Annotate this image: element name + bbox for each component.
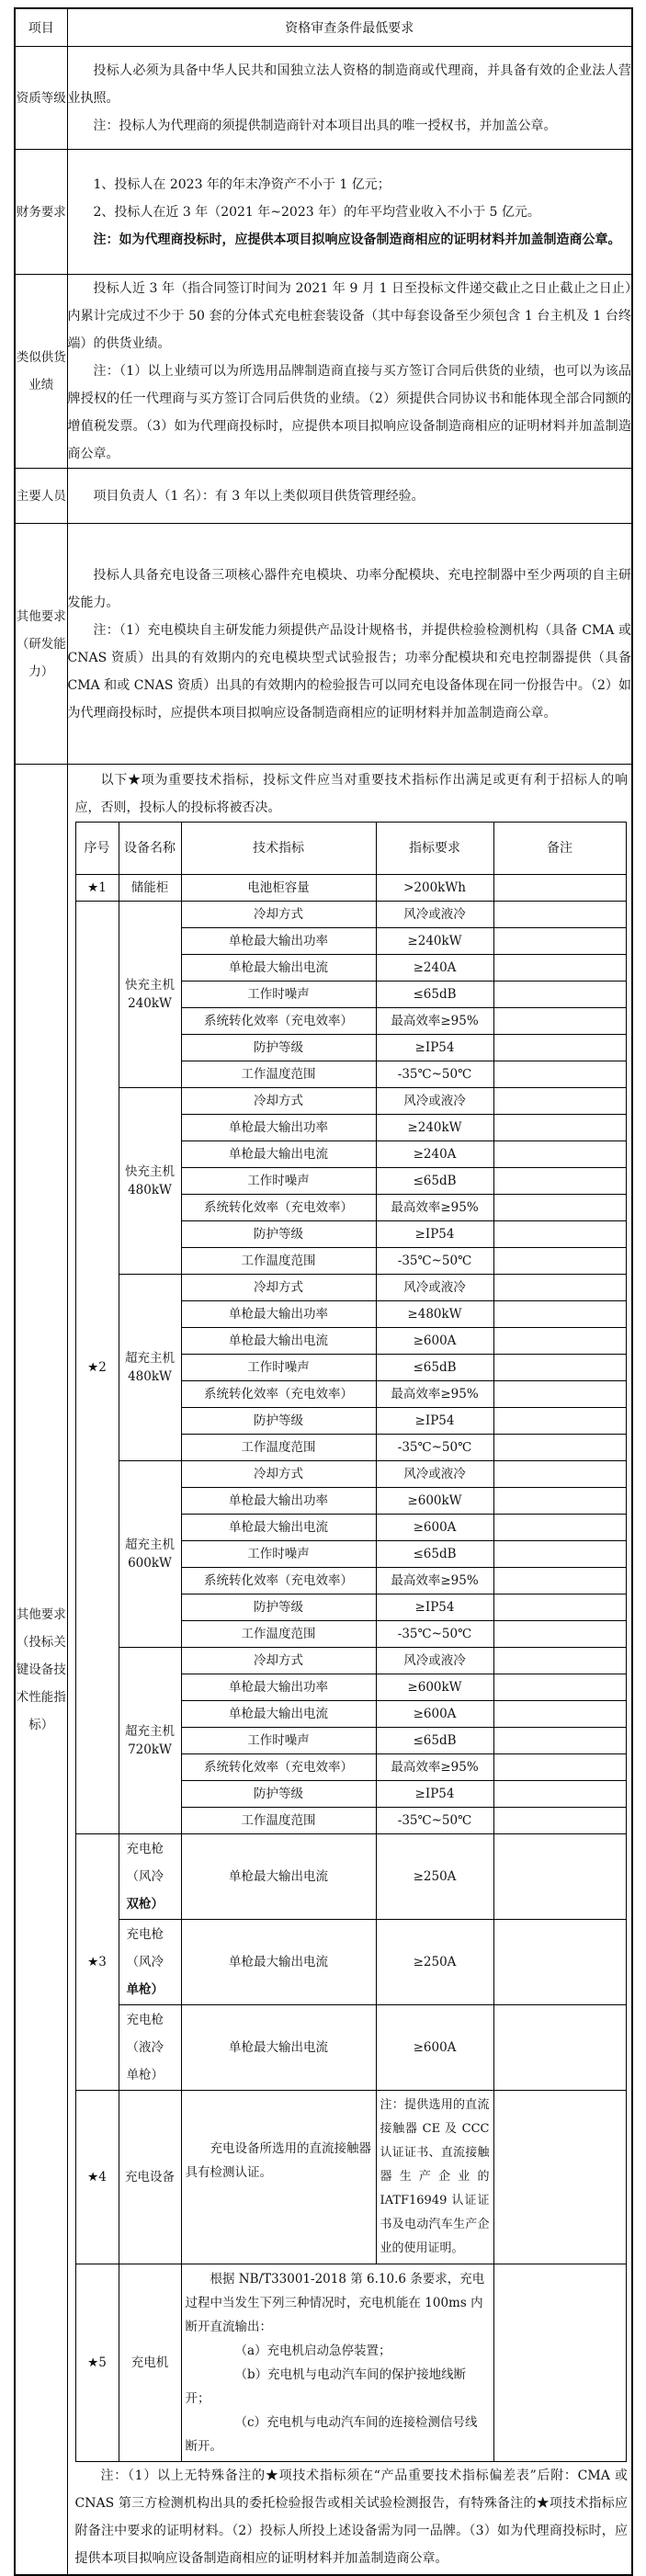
- item-note: [493, 1381, 626, 1408]
- item-metric: 工作温度范围: [181, 1621, 376, 1648]
- item-note: [493, 955, 626, 982]
- tech-table-header: [75, 823, 626, 875]
- item-metric: 系统转化效率（充电效率）: [181, 1008, 376, 1035]
- item-note: [493, 1648, 626, 1674]
- item-req: 风冷或液冷: [376, 902, 493, 928]
- item-metric: 系统转化效率（充电效率）: [181, 1195, 376, 1221]
- table-row: [75, 1088, 626, 1115]
- item-metric: 防护等级: [181, 1035, 376, 1061]
- item-metric: 单枪最大输出功率: [181, 1488, 376, 1515]
- item-note: [493, 1461, 626, 1488]
- item-metric: 防护等级: [181, 1594, 376, 1621]
- row-finance: [15, 150, 632, 275]
- item-req: ≥240A: [376, 1141, 493, 1168]
- item-metric: 单枪最大输出电流: [181, 1920, 376, 2005]
- item-note: [493, 1195, 626, 1221]
- item-note: [493, 1728, 626, 1754]
- item-note: [493, 1168, 626, 1195]
- item-note: [493, 1355, 626, 1381]
- tech-footnote: 注：（1）以上无特殊备注的★项技术指标须在“产品重要技术指标偏差表”后附：CMA 或 CNAS 第三方检测机构出具的委托检验报告或相关试验检测报告，有特殊备注的★项技术指标应附备注中要求的证明材料。（2）投标人所投上述设备需为同一品牌。（3）如为代理商投标时，应提供本项目拟响应设备制造商相应的证明材料并加盖制造商公章。: [74, 2468, 628, 2566]
- personnel-text: 项目负责人（1 名）：有 3 年以上类似项目供货管理经验。: [93, 488, 425, 504]
- item-note: [493, 1221, 626, 1248]
- item-metric: 工作温度范围: [181, 1061, 376, 1088]
- row-performance: [15, 275, 632, 469]
- item-req: 风冷或液冷: [376, 1648, 493, 1674]
- item-metric: 工作温度范围: [181, 1808, 376, 1834]
- item-req: ≥IP54: [376, 1221, 493, 1248]
- item-note: [493, 1435, 626, 1461]
- item-req: ≥IP54: [376, 1781, 493, 1808]
- item-metric: 单枪最大输出功率: [181, 1301, 376, 1328]
- item2-group: [75, 902, 626, 1834]
- item-note: [493, 1408, 626, 1435]
- table-row: [75, 2091, 626, 2264]
- item-device: [119, 1920, 181, 2005]
- item-metric: 系统转化效率（充电效率）: [181, 1568, 376, 1594]
- finance-item-1: 1、投标人在 2023 年的年末净资产不小于 1 亿元；: [93, 176, 391, 192]
- item-note: [493, 1328, 626, 1355]
- qualification-requirements-table: [14, 7, 633, 2576]
- item-metric: 防护等级: [181, 1781, 376, 1808]
- item-metric: 冷却方式: [181, 1648, 376, 1674]
- item-note: [493, 1088, 626, 1115]
- th-no: 序号: [75, 823, 119, 875]
- item-device: 快充主机480kW: [119, 1088, 181, 1275]
- item-req: 最高效率≥95%: [376, 1754, 493, 1781]
- item5-para-2: （b）充电机与电动汽车间的保护接地线断开；: [185, 2367, 467, 2406]
- item-note: [493, 902, 626, 928]
- item-note: [493, 982, 626, 1008]
- item-metric: 工作温度范围: [181, 1435, 376, 1461]
- item-metric: 冷却方式: [181, 1275, 376, 1301]
- item-note: [493, 1594, 626, 1621]
- item-device: [119, 2005, 181, 2091]
- item-note: 注：提供选用的直流接触器 CE 及 CCC 认证证书、直流接触器生产企业的 IATF16949 认证证书及电动汽车生产企业的使用证明。: [376, 2091, 493, 2264]
- item-req: ≥240A: [376, 955, 493, 982]
- table-row: [75, 902, 626, 928]
- item-metric: 单枪最大输出电流: [181, 2005, 376, 2091]
- item-req: 最高效率≥95%: [376, 1195, 493, 1221]
- item3-group: [75, 1834, 626, 2091]
- device-name-b: 单枪）: [126, 1982, 164, 1997]
- th-device: 设备名称: [119, 823, 181, 875]
- th-note: 备注: [493, 823, 626, 875]
- item-metric: 电池柜容量: [181, 875, 376, 902]
- item-note: [493, 1008, 626, 1035]
- table-row: [75, 1648, 626, 1674]
- header-item: 项目: [15, 8, 67, 47]
- item-metric: 工作时噪声: [181, 1541, 376, 1568]
- item-metric: 系统转化效率（充电效率）: [181, 1754, 376, 1781]
- label-rnd: 其他要求（研发能力）: [15, 524, 67, 765]
- item5-para-0: 根据 NB/T33001-2018 第 6.10.6 条要求，充电过程中当发生下列三种情况时，充电机能在 100ms 内断开直流输出：: [185, 2272, 485, 2334]
- item-metric: 单枪最大输出功率: [181, 1115, 376, 1141]
- item-req: ≤65dB: [376, 1728, 493, 1754]
- item-metric: [181, 2264, 493, 2462]
- item-metric: 单枪最大输出电流: [181, 1141, 376, 1168]
- item-no: ★5: [75, 2264, 119, 2462]
- item-note: [493, 1701, 626, 1728]
- item-metric: 系统转化效率（充电效率）: [181, 1381, 376, 1408]
- qualification-text: 投标人必须为具备中华人民共和国独立法人资格的制造商或代理商，并具备有效的企业法人营业执照。: [67, 62, 631, 106]
- finance-item-2: 2、投标人在近 3 年（2021 年~2023 年）的年平均营业收入不小于 5 亿元。: [93, 204, 540, 220]
- item-req: ≥IP54: [376, 1035, 493, 1061]
- item-req: ≥250A: [376, 1920, 493, 2005]
- device-name-a: 充电枪（风冷: [126, 1927, 164, 1969]
- performance-text: 投标人近 3 年（指合同签订时间为 2021 年 9 月 1 日至投标文件递交截止之日止截止之日止）内累计完成过不少于 50 套的分体式充电桩套装设备（其中每套设备至少须包含 1 台主机及 1 台终端）的供货业绩。: [67, 281, 631, 351]
- item-no: ★2: [75, 902, 119, 1834]
- item-note: [493, 1035, 626, 1061]
- item-note: [493, 1061, 626, 1088]
- item-note: [493, 1248, 626, 1275]
- item-req: -35℃~50℃: [376, 1808, 493, 1834]
- item-req: 最高效率≥95%: [376, 1381, 493, 1408]
- item-req: ≥IP54: [376, 1594, 493, 1621]
- item-metric: 单枪最大输出电流: [181, 1328, 376, 1355]
- item-device: 超充主机480kW: [119, 1275, 181, 1461]
- item-metric: 单枪最大输出电流: [181, 1834, 376, 1920]
- rnd-note: 注：（1）充电模块自主研发能力须提供产品设计规格书，并提供检验检测机构（具备 CMA 或 CNAS 资质）出具的有效期内的充电模块型式试验报告；功率分配模块和充电控制器提供（具备 CMA 和或 CNAS 资质）出具的有效期内的检验报告可以同充电设备体现在同一份报告中。（2）如为代理商投标时，应提供本项目拟响应设备制造商相应的证明材料并加盖制造商公章。: [67, 622, 631, 721]
- header-requirement: 资格审查条件最低要求: [67, 8, 632, 47]
- table-row: [75, 875, 626, 902]
- item-req: ≤65dB: [376, 982, 493, 1008]
- item-req: 风冷或液冷: [376, 1275, 493, 1301]
- item-device: 充电机: [119, 2264, 181, 2462]
- item-note: [493, 1115, 626, 1141]
- row-tech: [15, 765, 632, 2576]
- item-note: [493, 1781, 626, 1808]
- table-row: [75, 2005, 626, 2091]
- label-personnel: 主要人员: [15, 469, 67, 524]
- item-metric: 工作时噪声: [181, 1355, 376, 1381]
- item-note: [493, 875, 626, 902]
- device-name-b: 双枪）: [126, 1897, 164, 1912]
- performance-note: 注：（1）以上业绩可以为所选用品牌制造商直接与买方签订合同后供货的业绩，也可以为该品牌授权的任一代理商与买方签订合同后供货的业绩。（2）须提供合同协议书和能体现全部合同额的增值税发票。（3）如为代理商投标时，应提供本项目拟响应设备制造商相应的证明材料并加盖制造商公章。: [67, 364, 631, 461]
- item-metric: 防护等级: [181, 1408, 376, 1435]
- item5-para-3: （c）充电机与电动汽车间的连接检测信号线断开。: [185, 2415, 478, 2454]
- item5-para-1: （a）充电机启动急停装置；: [234, 2343, 391, 2358]
- device-name-a: 充电枪（液冷: [126, 2013, 164, 2055]
- item-device: 储能柜: [119, 875, 181, 902]
- row-qualification: [15, 47, 632, 150]
- item-req: -35℃~50℃: [376, 1248, 493, 1275]
- item-note: [493, 1515, 626, 1541]
- label-finance: 财务要求: [15, 150, 67, 275]
- item-req: 风冷或液冷: [376, 1088, 493, 1115]
- item-metric: 工作时噪声: [181, 1168, 376, 1195]
- item-req: ≥IP54: [376, 1408, 493, 1435]
- item-note: [493, 1541, 626, 1568]
- table-row: [75, 1461, 626, 1488]
- item-metric: 单枪最大输出电流: [181, 1701, 376, 1728]
- item-device: [119, 1834, 181, 1920]
- item-req: ≥600A: [376, 2005, 493, 2091]
- table-row: [75, 1834, 626, 1920]
- item-metric: 冷却方式: [181, 1461, 376, 1488]
- item-note: [493, 1568, 626, 1594]
- th-req: 指标要求: [376, 823, 493, 875]
- item-req: -35℃~50℃: [376, 1435, 493, 1461]
- item-note: [493, 1141, 626, 1168]
- qualification-note: 注：投标人为代理商的须提供制造商针对本项目出具的唯一授权书，并加盖公章。: [93, 118, 557, 133]
- item-req: -35℃~50℃: [376, 1061, 493, 1088]
- finance-note: 注：如为代理商投标时，应提供本项目拟响应设备制造商相应的证明材料并加盖制造商公章。: [93, 232, 621, 247]
- item-device: 快充主机240kW: [119, 902, 181, 1088]
- item-note: [493, 2005, 626, 2091]
- item-note: [493, 1301, 626, 1328]
- table-row: [75, 1275, 626, 1301]
- item-metric: 单枪最大输出电流: [181, 955, 376, 982]
- item-req: ≥480kW: [376, 1301, 493, 1328]
- item-req: ≤65dB: [376, 1355, 493, 1381]
- item-req: 最高效率≥95%: [376, 1008, 493, 1035]
- item-req: ≥600A: [376, 1328, 493, 1355]
- item-req: ≥600kW: [376, 1674, 493, 1701]
- table-row: [75, 1920, 626, 2005]
- header-row: [15, 8, 632, 47]
- item-req: ≥240kW: [376, 1115, 493, 1141]
- item-no: ★3: [75, 1834, 119, 2091]
- item-req: ≥600A: [376, 1701, 493, 1728]
- rnd-text: 投标人具备充电设备三项核心器件充电模块、功率分配模块、充电控制器中至少两项的自主研发能力。: [67, 567, 631, 610]
- item-metric: 工作时噪声: [181, 1728, 376, 1754]
- item-req: ≥240kW: [376, 928, 493, 955]
- item-device: 充电设备: [119, 2091, 181, 2264]
- item-no: ★4: [75, 2091, 119, 2264]
- item-req: 风冷或液冷: [376, 1461, 493, 1488]
- item-req: 最高效率≥95%: [376, 1568, 493, 1594]
- item-metric: 防护等级: [181, 1221, 376, 1248]
- item-metric: 工作时噪声: [181, 982, 376, 1008]
- row-rnd: [15, 524, 632, 765]
- label-performance: 类似供货业绩: [15, 275, 67, 469]
- item-note: [493, 1754, 626, 1781]
- table-row: [75, 2264, 626, 2462]
- item-note: [493, 1275, 626, 1301]
- item-req: ≥250A: [376, 1834, 493, 1920]
- item-metric: 单枪最大输出电流: [181, 1515, 376, 1541]
- item-note: [493, 928, 626, 955]
- item-req: ≤65dB: [376, 1168, 493, 1195]
- item-note: [493, 1808, 626, 1834]
- tech-spec-table: [75, 822, 627, 2462]
- item-no: ★1: [75, 875, 119, 902]
- item-req: -35℃~50℃: [376, 1621, 493, 1648]
- th-metric: 技术指标: [181, 823, 376, 875]
- device-name-a: 充电枪（风冷: [126, 1842, 164, 1884]
- item-req: ≥600kW: [376, 1488, 493, 1515]
- item-req: ≥600A: [376, 1515, 493, 1541]
- item-metric: 工作温度范围: [181, 1248, 376, 1275]
- item-device: 超充主机600kW: [119, 1461, 181, 1648]
- label-qualification: 资质等级: [15, 47, 67, 150]
- item-req: ≤65dB: [376, 1541, 493, 1568]
- row-personnel: [15, 469, 632, 524]
- label-tech: 其他要求（投标关键设备技术性能指标）: [15, 765, 67, 2576]
- tech-intro: 以下★项为重要技术指标，投标文件应当对重要技术指标作出满足或更有利于招标人的响应，否则，投标人的投标将被否决。: [74, 773, 628, 815]
- item-metric: 充电设备所选用的直流接触器具有检测认证。: [181, 2091, 376, 2264]
- item-note: [493, 1674, 626, 1701]
- item-note: [493, 1621, 626, 1648]
- item-note: [493, 1488, 626, 1515]
- item-note: [493, 2264, 626, 2462]
- item-metric: 单枪最大输出功率: [181, 928, 376, 955]
- item-note: [493, 1834, 626, 1920]
- device-name-b: 单枪）: [126, 2068, 164, 2082]
- item-note: [493, 1920, 626, 2005]
- item-device: 超充主机720kW: [119, 1648, 181, 1834]
- item-metric: 单枪最大输出功率: [181, 1674, 376, 1701]
- item-req: >200kWh: [376, 875, 493, 902]
- item-metric: 冷却方式: [181, 1088, 376, 1115]
- item-metric: 冷却方式: [181, 902, 376, 928]
